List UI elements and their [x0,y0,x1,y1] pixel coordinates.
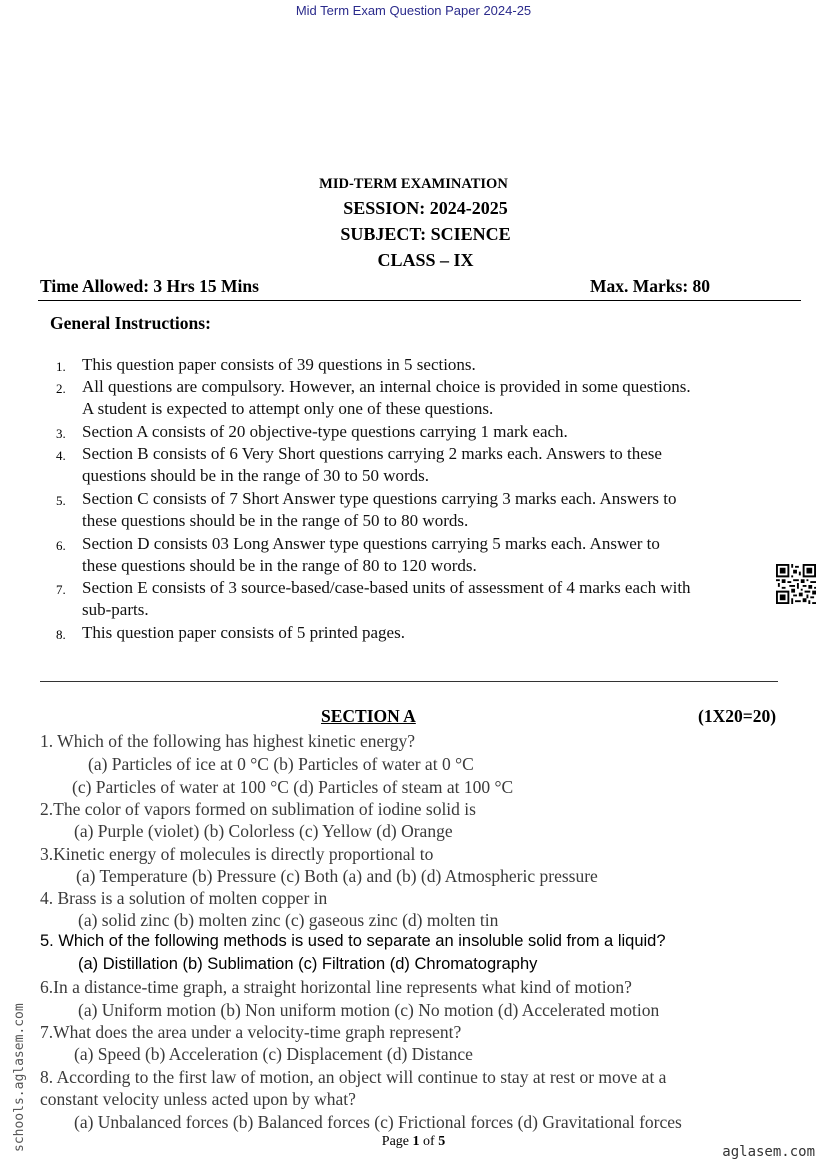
subject-title: SUBJECT: SCIENCE [340,224,511,244]
instruction-text: sub-parts. [82,600,149,619]
instruction-text: Section C consists of 7 Short Answer type questions carrying 3 marks each. Answers to [82,489,677,508]
question-line: 6.In a distance-time graph, a straight horizontal line represents what kind of motion? [40,977,632,997]
question-line: constant velocity unless acted upon by what? [40,1089,356,1109]
question-line: (a) solid zinc (b) molten zinc (c) gaseous zinc (d) molten tin [78,910,499,930]
instruction-text: these questions should be in the range of 80 to 120 words. [82,556,477,575]
instruction-text: Section D consists 03 Long Answer type questions carrying 5 marks each. Answer to [82,534,660,553]
instruction-text: A student is expected to attempt only one of these questions. [82,399,494,418]
instruction-text: This question paper consists of 5 printed pages. [82,623,405,642]
page-of-label: of [419,1134,439,1149]
question-line: 5. Which of the following methods is used to separate an insoluble solid from a liquid? [40,932,666,950]
class-title: CLASS – IX [377,250,474,270]
question-line: 3.Kinetic energy of molecules is directly proportional to [40,844,434,864]
instruction-number: 6. [56,538,66,553]
instruction-text: This question paper consists of 39 questions in 5 sections. [82,355,476,374]
instruction-number: 7. [56,582,66,597]
question-line: (a) Unbalanced forces (b) Balanced forces (c) Frictional forces (d) Gravitational forces [74,1112,682,1132]
qr-code-icon [776,564,816,604]
exam-title: MID-TERM EXAMINATION [319,176,508,192]
top-banner: Mid Term Exam Question Paper 2024-25 [295,3,532,18]
question-line: 2.The color of vapors formed on sublimation of iodine solid is [40,799,476,819]
question-line: (a) Distillation (b) Sublimation (c) Filtration (d) Chromatography [78,955,538,973]
instruction-text: Section E consists of 3 source-based/case-based units of assessment of 4 marks each with [82,578,691,597]
question-line: (a) Temperature (b) Pressure (c) Both (a) and (b) (d) Atmospheric pressure [76,866,598,886]
side-watermark: schools.aglasem.com [12,1003,27,1152]
session-title: SESSION: 2024-2025 [343,198,508,218]
page-footer [0,1134,827,1150]
instruction-number: 8. [56,627,66,642]
instruction-number: 3. [56,426,66,441]
instruction-text: All questions are compulsory. However, an internal choice is provided in some questions. [82,377,691,396]
instruction-text: these questions should be in the range of 50 to 80 words. [82,511,469,530]
max-marks: Max. Marks: 80 [590,276,711,296]
header-divider [38,300,801,301]
question-line: 1. Which of the following has highest kinetic energy? [40,731,416,751]
time-allowed: Time Allowed: 3 Hrs 15 Mins [40,276,259,296]
section-divider [40,681,778,682]
instruction-number: 2. [56,381,66,396]
section-a-marks: (1X20=20) [698,706,777,726]
corner-watermark: aglasem.com [722,1144,815,1160]
question-line: 7.What does the area under a velocity-time graph represent? [40,1022,462,1042]
instruction-text: questions should be in the range of 30 to 50 words. [82,466,430,485]
page-label: Page [381,1134,413,1149]
question-line: 8. According to the first law of motion, an object will continue to stay at rest or move at a [40,1067,667,1087]
question-line: (c) Particles of water at 100 °C (d) Particles of steam at 100 °C [72,777,514,797]
question-line: 4. Brass is a solution of molten copper in [40,888,328,908]
section-a-title: SECTION A [321,706,416,726]
page-total: 5 [438,1134,446,1149]
question-line: (a) Particles of ice at 0 °C (b) Particles of water at 0 °C [88,754,474,774]
instruction-text: Section A consists of 20 objective-type questions carrying 1 mark each. [82,422,568,441]
instruction-text: Section B consists of 6 Very Short questions carrying 2 marks each. Answers to these [82,444,662,463]
instruction-number: 4. [56,448,66,463]
instructions-heading: General Instructions: [50,313,211,333]
instruction-number: 5. [56,493,66,508]
instruction-number: 1. [56,359,66,374]
question-line: (a) Purple (violet) (b) Colorless (c) Yellow (d) Orange [74,821,453,841]
page-number: 1 [412,1134,420,1149]
question-line: (a) Speed (b) Acceleration (c) Displacement (d) Distance [74,1044,473,1064]
question-line: (a) Uniform motion (b) Non uniform motion (c) No motion (d) Accelerated motion [78,1000,660,1020]
